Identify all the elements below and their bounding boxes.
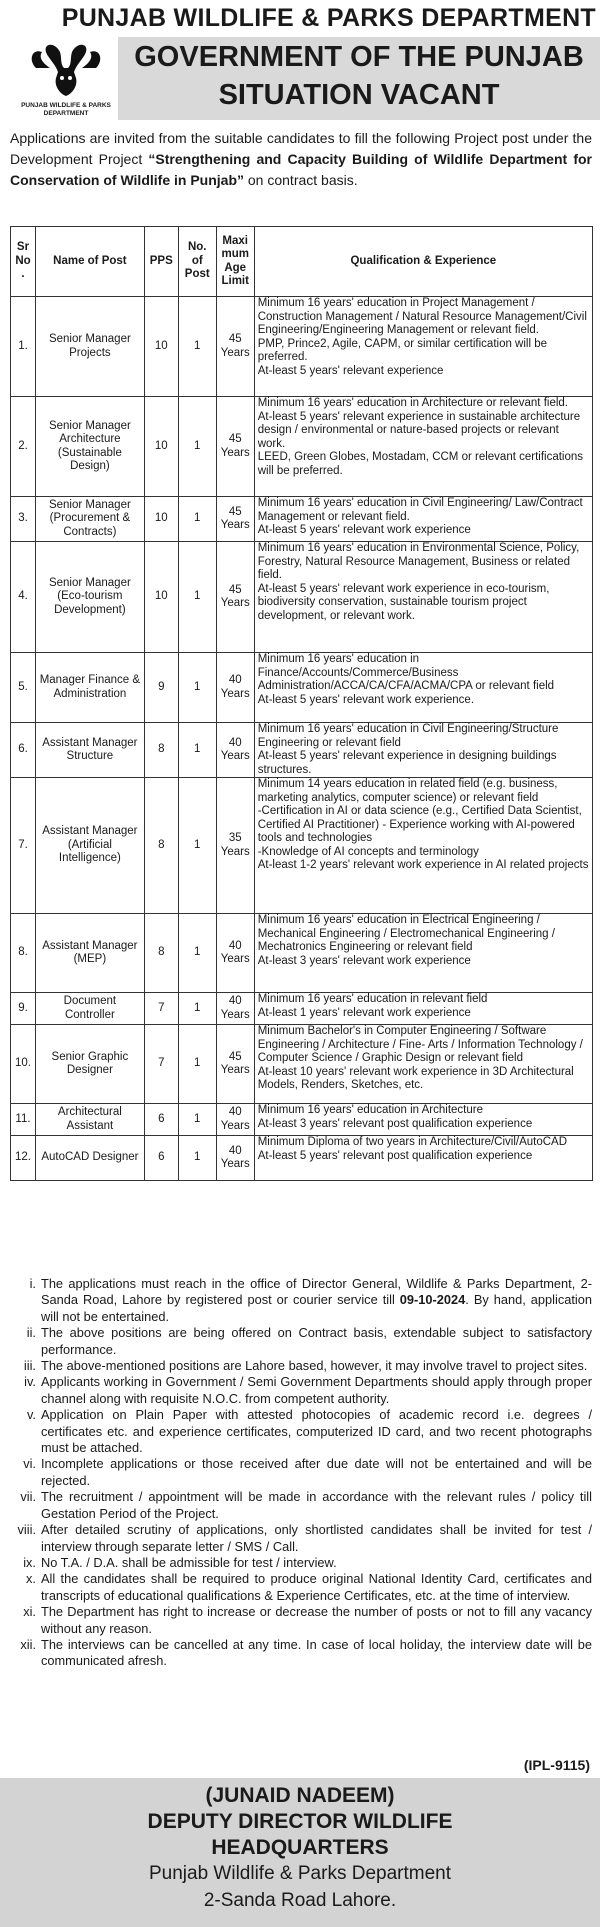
footer-signature-block — [0, 1778, 600, 1927]
note-number: viii. — [17, 1522, 36, 1538]
cell-sr-no: 2. — [11, 397, 36, 497]
cell-post-name: Senior Manager (Eco-tourism Development) — [35, 542, 144, 653]
note-item — [8, 1325, 592, 1358]
cell-pps: 8 — [144, 723, 178, 778]
note-number: ii. — [26, 1325, 36, 1341]
cell-age-limit: 45 Years — [216, 397, 254, 497]
cell-pps: 10 — [144, 542, 178, 653]
qualification-line: At-least 3 years' relevant work experience — [257, 954, 471, 967]
cell-qualification — [254, 397, 592, 497]
cell-post-name: Senior Manager (Procurement & Contracts) — [35, 497, 144, 542]
note-item — [8, 1522, 592, 1555]
note-text: The above-mentioned positions are Lahore based, however, it may involve travel to project sites. — [41, 1358, 588, 1374]
cell-pps: 10 — [144, 397, 178, 497]
cell-sr-no: 11. — [11, 1104, 36, 1136]
note-text: The Department has right to increase or decrease the number of posts or not to fill any vacancy without any reason. — [41, 1604, 592, 1636]
qualification-line: At-least 1 years' relevant work experience — [257, 1006, 471, 1019]
note-text: The interviews can be cancelled at any time. In case of local holiday, the interview date will be communicated afresh. — [41, 1636, 592, 1669]
qualification-line: Minimum 16 years' education in Architecture or relevant field. — [257, 397, 568, 409]
qualification-line: Minimum 14 years education in related field (e.g. business, marketing analytics, computer science) or relevant field — [257, 778, 558, 804]
qualification-line: Minimum 16 years' education in relevant field — [257, 993, 488, 1005]
qualification-line: Minimum 16 years' education in Civil Engineering/Structure Engineering or relevant field — [257, 723, 559, 749]
table-row — [11, 914, 593, 993]
cell-no-of-post: 1 — [178, 497, 216, 542]
qualification-line: PMP, Prince2, Agile, CAPM, or similar certification will be preferred. — [257, 337, 548, 363]
cell-age-limit: 40 Years — [216, 993, 254, 1025]
header-no-of-post: No. of Post — [178, 227, 216, 297]
qualification-line: LEED, Green Globes, Mostadam, CCM or relevant certifications will be preferred. — [257, 451, 584, 477]
department-title: PUNJAB WILDLIFE & PARKS DEPARTMENT — [61, 4, 596, 32]
cell-age-limit: 40 Years — [216, 653, 254, 723]
cell-no-of-post: 1 — [178, 914, 216, 993]
note-item — [8, 1555, 592, 1571]
cell-no-of-post: 1 — [178, 993, 216, 1025]
cell-no-of-post: 1 — [178, 723, 216, 778]
signatory-office: HEADQUARTERS — [211, 1836, 389, 1859]
signatory-designation: DEPUTY DIRECTOR WILDLIFE — [147, 1810, 453, 1833]
cell-age-limit: 45 Years — [216, 1025, 254, 1104]
cell-sr-no: 10. — [11, 1025, 36, 1104]
deadline-date: 09-10-2024 — [399, 1292, 466, 1308]
cell-no-of-post: 1 — [178, 653, 216, 723]
cell-qualification — [254, 542, 592, 653]
cell-age-limit: 40 Years — [216, 914, 254, 993]
qualification-line: Minimum 16 years' education in Civil Engineering/ Law/Contract Management or relevant field. — [257, 497, 583, 523]
cell-qualification — [254, 497, 592, 542]
qualification-line: At-least 5 years' relevant post qualification experience — [257, 1149, 533, 1162]
qualification-line: Minimum Diploma of two years in Architecture/Civil/AutoCAD — [257, 1136, 568, 1148]
cell-no-of-post: 1 — [178, 1104, 216, 1136]
posts-table — [10, 226, 593, 1181]
cell-qualification — [254, 778, 592, 914]
government-title: GOVERNMENT OF THE PUNJAB — [134, 41, 584, 73]
footer-department: Punjab Wildlife & Parks Department — [148, 1863, 451, 1884]
cell-pps: 6 — [144, 1104, 178, 1136]
cell-post-name: Assistant Manager Structure — [35, 723, 144, 778]
cell-pps: 8 — [144, 778, 178, 914]
table-row — [11, 1136, 593, 1181]
cell-sr-no: 7. — [11, 778, 36, 914]
cell-pps: 7 — [144, 993, 178, 1025]
cell-age-limit: 35 Years — [216, 778, 254, 914]
cell-no-of-post: 1 — [178, 297, 216, 397]
department-logo — [10, 38, 122, 120]
table-row — [11, 778, 593, 914]
table-row — [11, 1025, 593, 1104]
government-banner — [118, 37, 600, 120]
cell-sr-no: 8. — [11, 914, 36, 993]
qualification-line: Minimum 16 years' education in Architecture — [257, 1104, 483, 1116]
cell-pps: 10 — [144, 297, 178, 397]
note-text: Application on Plain Paper with attested photocopies of academic record i.e. degrees / certificates etc. and experience certificates, computerized ID card, and two recent photographs must be attached. — [41, 1407, 592, 1456]
cell-qualification — [254, 914, 592, 993]
cell-no-of-post: 1 — [178, 1025, 216, 1104]
intro-paragraph: Applications are invited from the suitable candidates to fill the following Project post under the Development Project “Strengthening and Capacity Building of Wildlife Department for Conservation of Wildlife in Punjab” on contract basis. — [10, 130, 593, 188]
qualification-line: At-least 5 years' relevant work experience in eco-tourism, biodiversity conservation, sustainable tourism project development, or relevant work. — [257, 582, 550, 622]
note-item — [8, 1358, 592, 1374]
qualification-line: -Knowledge of AI concepts and terminology — [257, 845, 479, 858]
table-row — [11, 297, 593, 397]
cell-post-name: Senior Manager Projects — [35, 297, 144, 397]
note-number: v. — [26, 1407, 36, 1423]
note-number: xii. — [20, 1636, 36, 1652]
table-row — [11, 723, 593, 778]
header-sr-no: Sr No . — [11, 227, 36, 297]
header-name-of-post: Name of Post — [35, 227, 144, 297]
cell-sr-no: 5. — [11, 653, 36, 723]
qualification-line: Minimum 16 years' education in Electrical Engineering / Mechanical Engineering / Electromechanical Engineering / Mechatronics Engineering or relevant field — [257, 914, 555, 953]
ipl-code: (IPL-9115) — [523, 1757, 590, 1773]
table-row — [11, 542, 593, 653]
cell-qualification — [254, 1104, 592, 1136]
cell-post-name: Manager Finance & Administration — [35, 653, 144, 723]
note-item — [8, 1407, 592, 1456]
note-item — [8, 1276, 592, 1325]
posts-table-body — [11, 297, 593, 1181]
header-qualification: Qualification & Experience — [254, 227, 592, 297]
qualification-line: At-least 5 years' relevant work experience — [257, 524, 471, 536]
table-row — [11, 397, 593, 497]
note-item — [8, 1456, 592, 1489]
cell-pps: 6 — [144, 1136, 178, 1181]
cell-sr-no: 1. — [11, 297, 36, 397]
cell-qualification — [254, 723, 592, 778]
markhor-logo-icon — [10, 38, 122, 102]
note-text: After detailed scrutiny of applications, only shortlisted candidates shall be invited for test / interview through separate letter / SMS / Call. — [41, 1522, 592, 1554]
note-number: i. — [29, 1276, 36, 1291]
note-item — [8, 1489, 592, 1522]
cell-pps: 9 — [144, 653, 178, 723]
cell-sr-no: 9. — [11, 993, 36, 1025]
note-text: The above positions are being offered on Contract basis, extendable subject to satisfactory performance. — [41, 1325, 592, 1357]
cell-pps: 7 — [144, 1025, 178, 1104]
note-text: Incomplete applications or those received after due date will not be entertained and will be rejected. — [41, 1456, 592, 1488]
cell-age-limit: 40 Years — [216, 1136, 254, 1181]
cell-qualification — [254, 1136, 592, 1181]
note-number: vii. — [20, 1489, 36, 1505]
table-row — [11, 993, 593, 1025]
cell-sr-no: 3. — [11, 497, 36, 542]
cell-age-limit: 40 Years — [216, 1104, 254, 1136]
note-text: All the candidates shall be required to produce original National Identity Card, certificates and transcripts of educational qualifications & Experience Certificates, etc. at the time of interview. — [41, 1571, 592, 1603]
cell-post-name: Assistant Manager (Artificial Intelligence) — [35, 778, 144, 914]
cell-post-name: Senior Manager Architecture (Sustainable Design) — [35, 397, 144, 497]
qualification-line: Minimum 16 years' education in Project Management / Construction Management / Natural Resource Management/Civil Engineering/Engineering Management or relevant field. — [257, 297, 587, 336]
cell-sr-no: 6. — [11, 723, 36, 778]
cell-qualification — [254, 297, 592, 397]
qualification-line: At-least 5 years' relevant work experience. — [257, 693, 475, 706]
note-text: The applications must reach in the office of Director General, Wildlife & Parks Department, 2-Sanda Road, Lahore by registered post or courier service till 09-10-2024. By hand, application will not be entertained. — [41, 1276, 592, 1324]
header-pps: PPS — [144, 227, 178, 297]
note-number: iii. — [23, 1358, 36, 1374]
table-header-row — [11, 227, 593, 297]
note-text: Applicants working in Government / Semi Government Departments should apply through proper channel along with requisite N.O.C. from competent authority. — [41, 1374, 592, 1406]
cell-pps: 10 — [144, 497, 178, 542]
qualification-line: At-least 3 years' relevant post qualification experience — [257, 1117, 533, 1130]
note-item — [8, 1571, 592, 1604]
note-number: iv. — [24, 1374, 36, 1390]
cell-post-name: Document Controller — [35, 993, 144, 1025]
signatory-name: (JUNAID NADEEM) — [205, 1784, 395, 1807]
qualification-line: Minimum 16 years' education in Finance/Accounts/Commerce/Business Administration/ACCA/CA/CFA/ACMA/CPA or relevant field — [257, 653, 555, 692]
note-item — [8, 1604, 592, 1637]
cell-no-of-post: 1 — [178, 1136, 216, 1181]
cell-qualification — [254, 993, 592, 1025]
cell-age-limit: 40 Years — [216, 723, 254, 778]
note-text: No T.A. / D.A. shall be admissible for test / interview. — [41, 1554, 337, 1570]
qualification-line: At-least 5 years' relevant experience — [257, 364, 444, 377]
cell-post-name: AutoCAD Designer — [35, 1136, 144, 1181]
qualification-line: -Certification in AI or data science (e.g., Certified Data Scientist, Certified AI Practitioner) - Experience working with AI-powered tools and technologies — [257, 805, 582, 844]
cell-qualification — [254, 653, 592, 723]
note-number: xi. — [23, 1604, 36, 1620]
header — [0, 0, 600, 122]
note-text: The recruitment / appointment will be made in accordance with the relevant rules / policy till Gestation Period of the Project. — [41, 1489, 592, 1521]
project-name: “Strengthening and Capacity Building of Wildlife Department for Conservation of Wildlife in Punjab” — [10, 151, 593, 188]
note-number: x. — [26, 1571, 36, 1587]
cell-age-limit: 45 Years — [216, 297, 254, 397]
logo-caption: PUNJAB WILDLIFE & PARKS DEPARTMENT — [21, 102, 111, 117]
situation-vacant-title: SITUATION VACANT — [218, 79, 500, 111]
qualification-line: Minimum 16 years' education in Environmental Science, Policy, Forestry, Natural Resource Management, Business or related field. — [257, 542, 580, 581]
qualification-line: Minimum Bachelor's in Computer Engineering / Software Engineering / Architecture / Fine- Arts / Information Technology / Computer Science / Graphic Design or relevant field — [257, 1025, 583, 1064]
cell-no-of-post: 1 — [178, 397, 216, 497]
cell-post-name: Assistant Manager (MEP) — [35, 914, 144, 993]
footer-address: 2-Sanda Road Lahore. — [203, 1890, 397, 1911]
note-number: vi. — [23, 1456, 36, 1472]
cell-sr-no: 12. — [11, 1136, 36, 1181]
table-row — [11, 1104, 593, 1136]
table-row — [11, 497, 593, 542]
note-item — [8, 1637, 592, 1670]
notes-list — [8, 1276, 592, 1670]
table-row — [11, 653, 593, 723]
cell-age-limit: 45 Years — [216, 497, 254, 542]
cell-no-of-post: 1 — [178, 542, 216, 653]
qualification-line: At-least 1-2 years' relevant work experience in AI related projects — [257, 859, 589, 871]
cell-qualification — [254, 1025, 592, 1104]
qualification-line: At-least 5 years' relevant experience in sustainable architecture design / environmental or nature-based projects or relevant work. — [257, 410, 581, 450]
qualification-line: At-least 10 years' relevant work experience in 3D Architectural Models, Renders, Sketches, etc. — [257, 1065, 574, 1091]
cell-pps: 8 — [144, 914, 178, 993]
note-number: ix. — [23, 1554, 36, 1570]
cell-no-of-post: 1 — [178, 778, 216, 914]
note-item — [8, 1374, 592, 1407]
qualification-line: At-least 5 years' relevant experience in designing buildings structures. — [257, 750, 557, 776]
cell-post-name: Senior Graphic Designer — [35, 1025, 144, 1104]
cell-sr-no: 4. — [11, 542, 36, 653]
cell-post-name: Architectural Assistant — [35, 1104, 144, 1136]
cell-age-limit: 45 Years — [216, 542, 254, 653]
header-age-limit: Maxi mum Age Limit — [216, 227, 254, 297]
